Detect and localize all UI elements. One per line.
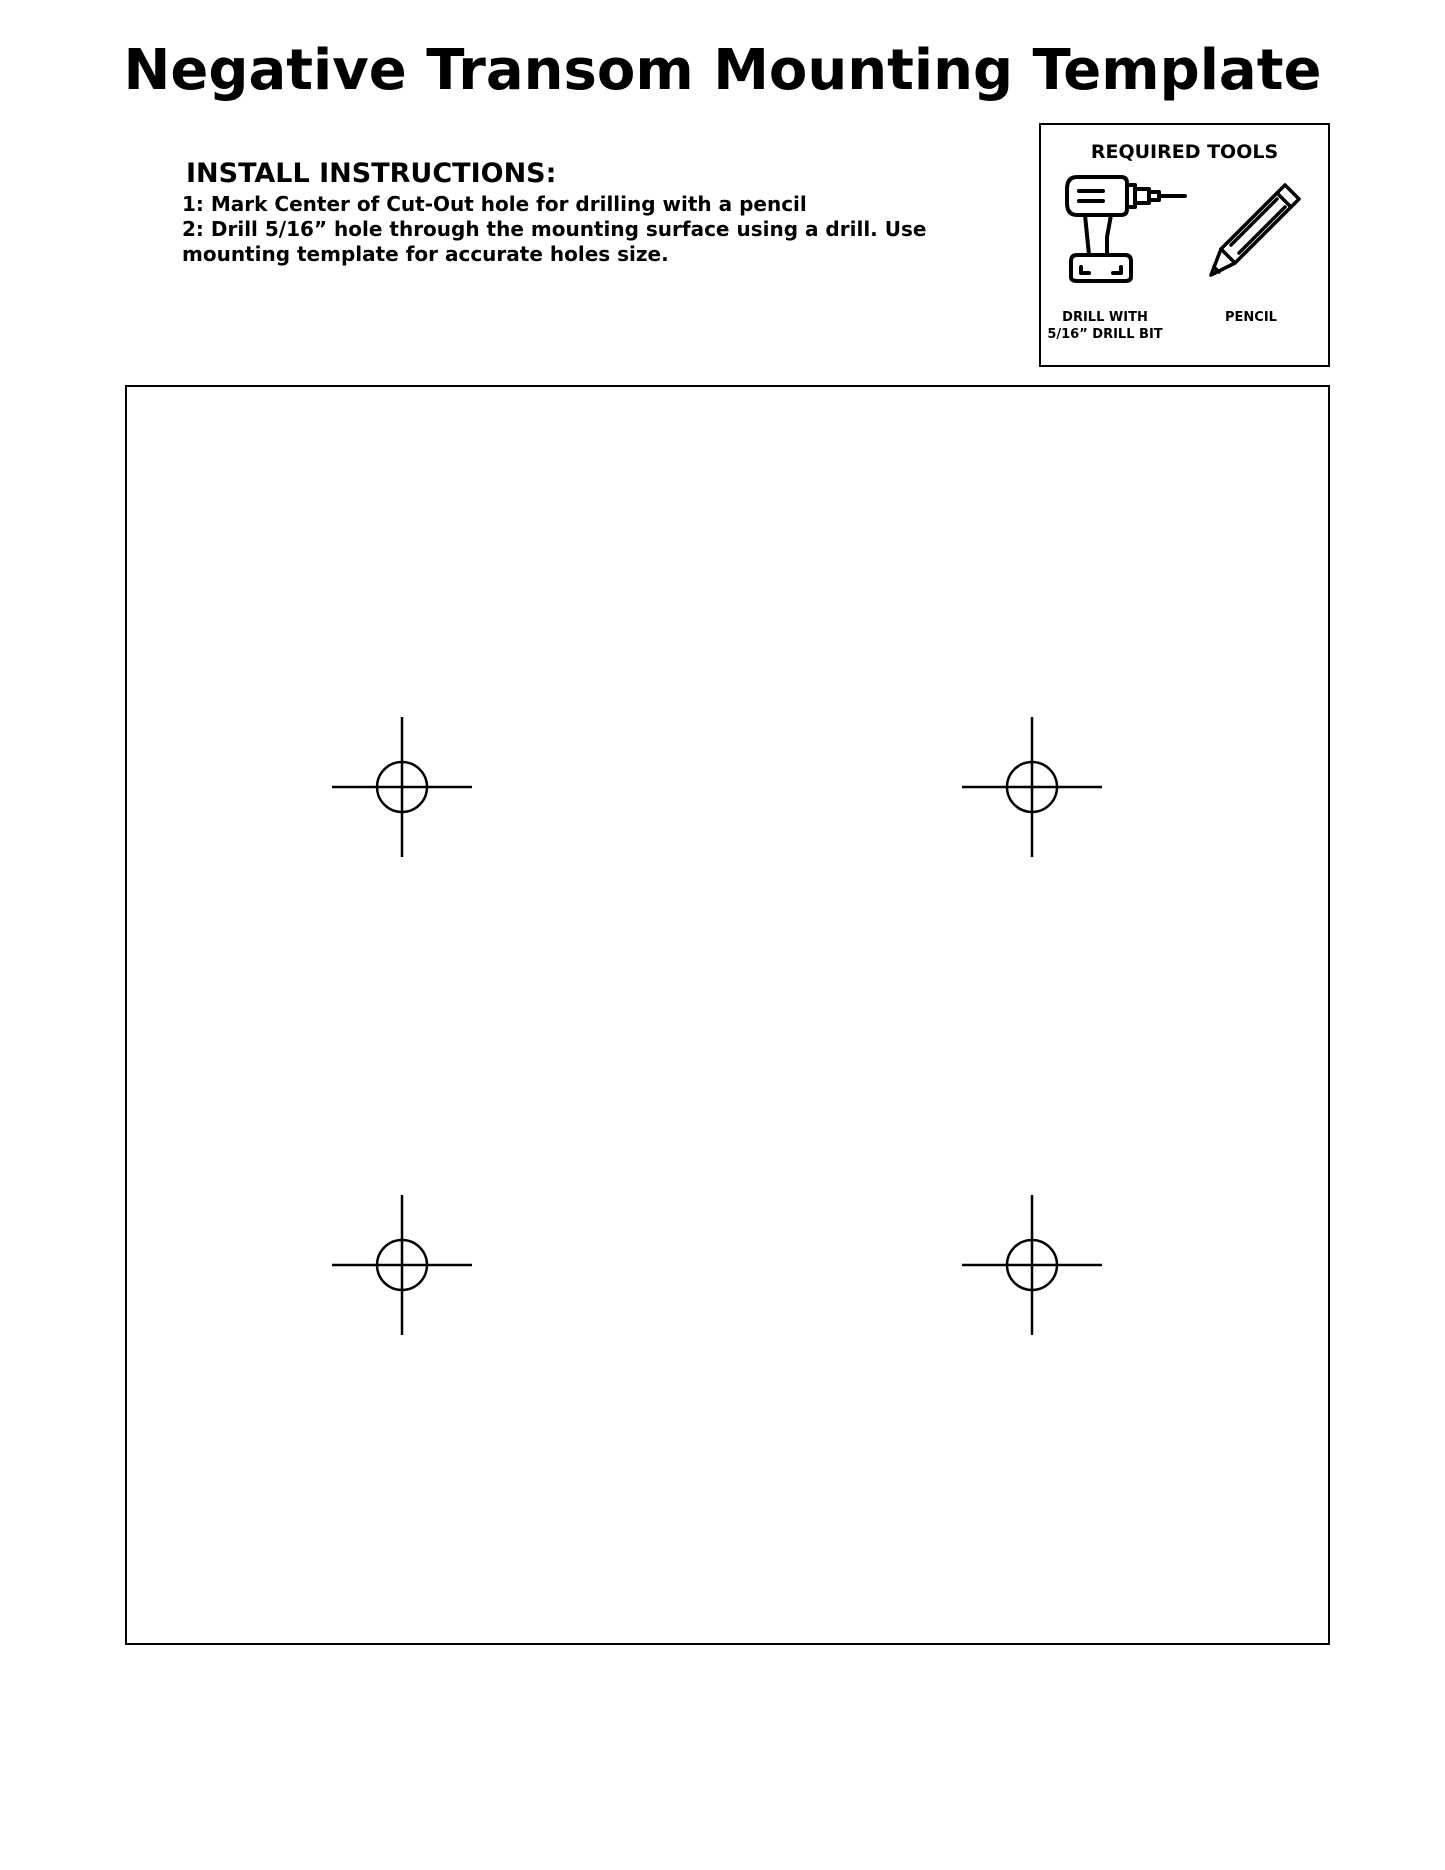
mounting-template-frame [125,385,1330,1645]
drill-icon [1063,173,1193,283]
required-tools-title: REQUIRED TOOLS [1090,141,1279,163]
bottom-left-hole-crosshair [332,1195,472,1335]
instruction-step-1: 1: Mark Center of Cut-Out hole for drilling with a pencil [182,192,807,216]
instructions-heading: INSTALL INSTRUCTIONS: [186,158,557,189]
drill-label [1041,309,1169,343]
top-right-hole-crosshair [962,717,1102,857]
install-instructions [182,158,1022,267]
bottom-right-hole-crosshair [962,1195,1102,1335]
drill-label-line-1: DRILL WITH [1062,310,1148,325]
required-tools-box [1039,123,1330,367]
drill-label-line-2: 5/16” DRILL BIT [1047,327,1163,342]
pencil-label [1201,309,1301,326]
hole-marks [127,387,1332,1647]
pencil-icon [1197,177,1307,287]
pencil-label-line-1: PENCIL [1225,310,1277,325]
instruction-step-2: 2: Drill 5/16” hole through the mounting surface using a drill. Use mounting template for accurate holes size. [182,217,927,266]
page-title: Negative Transom Mounting Template [123,38,1322,103]
top-left-hole-crosshair [332,717,472,857]
